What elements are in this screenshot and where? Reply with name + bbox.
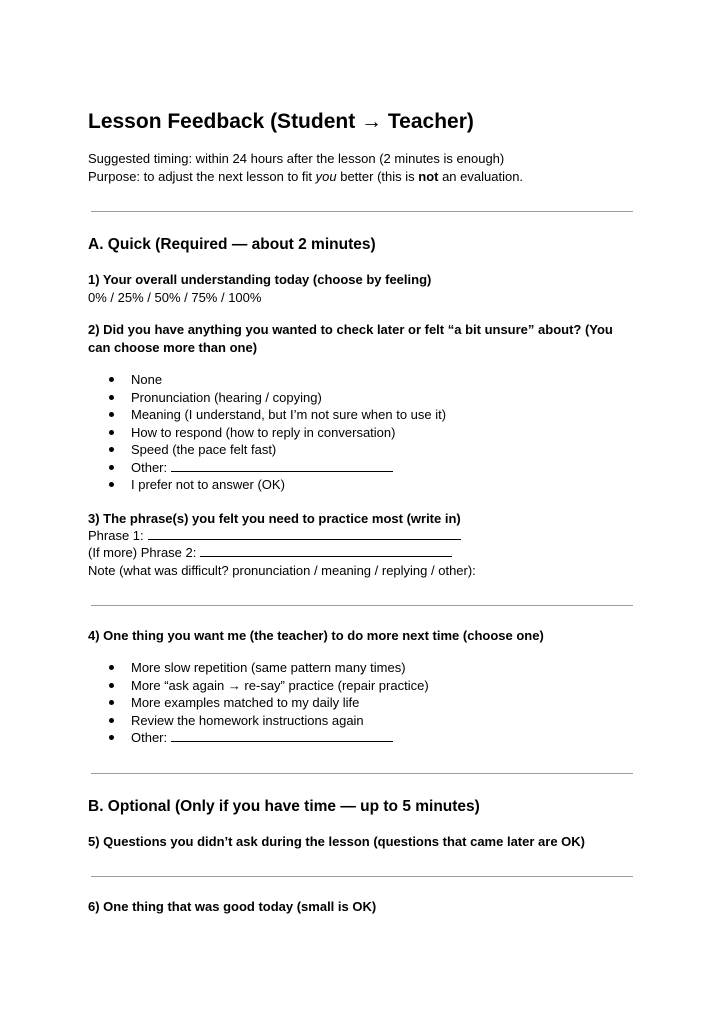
q3-phrase1-label: Phrase 1: xyxy=(88,528,144,543)
q3-phrase1-blank[interactable] xyxy=(148,528,461,540)
q2-other-blank[interactable] xyxy=(171,460,393,472)
q4-option-other[interactable] xyxy=(88,729,429,747)
bullet-icon xyxy=(109,665,114,670)
bullet-icon xyxy=(109,735,114,740)
bullet-icon xyxy=(109,683,114,688)
intro-purpose-emphasis: you xyxy=(315,169,337,184)
q2-option-label: Meaning (I understand, but I’m not sure when to use it) xyxy=(131,407,447,422)
q1-options[interactable]: 0% / 25% / 50% / 75% / 100% xyxy=(88,290,262,305)
q2-option[interactable] xyxy=(88,406,446,424)
divider xyxy=(91,773,633,774)
intro-purpose xyxy=(88,168,523,186)
q4-other-blank[interactable] xyxy=(171,730,393,742)
q4-option-label: More slow repetition (same pattern many times) xyxy=(131,660,406,675)
answer-line[interactable] xyxy=(91,605,633,606)
q3-label: 3) The phrase(s) you felt you need to practice most (write in) xyxy=(88,511,461,526)
q3-phrase2 xyxy=(88,544,452,562)
q1-label: 1) Your overall understanding today (choose by feeling) xyxy=(88,272,432,287)
bullet-icon xyxy=(109,395,114,400)
q3-phrase2-label: (If more) Phrase 2: xyxy=(88,545,197,560)
bullet-icon xyxy=(109,482,114,487)
q2-option[interactable] xyxy=(88,371,446,389)
q2-option-label: Pronunciation (hearing / copying) xyxy=(131,389,322,405)
q2-option-other[interactable] xyxy=(88,459,446,477)
q2-label-line2: can choose more than one) xyxy=(88,340,258,355)
intro-purpose-prefix: Purpose: to adjust the next lesson to fit xyxy=(88,169,316,184)
bullet-icon xyxy=(109,377,114,382)
page-title: Lesson Feedback (Student → Teacher) xyxy=(88,110,474,133)
q2-option[interactable] xyxy=(88,441,446,459)
bullet-icon xyxy=(109,718,114,723)
q5-label: 5) Questions you didn’t ask during the lesson (questions that came later are OK) xyxy=(88,834,585,849)
q2-options-list xyxy=(88,371,446,494)
bullet-icon xyxy=(109,700,114,705)
q2-label-line1: 2) Did you have anything you wanted to check later or felt “a bit unsure” about? (You xyxy=(88,322,613,337)
bullet-icon xyxy=(109,430,114,435)
q4-option[interactable] xyxy=(88,694,429,712)
q3-phrase2-blank[interactable] xyxy=(200,545,452,557)
q2-option-label: I prefer not to answer (OK) xyxy=(131,477,285,492)
intro-purpose-suffix: an evaluation. xyxy=(438,169,524,184)
intro-purpose-strong: not xyxy=(418,169,439,184)
q4-options-list xyxy=(88,659,429,747)
q2-option[interactable] xyxy=(88,389,446,407)
q4-option-label: More examples matched to my daily life xyxy=(131,695,360,710)
q2-option-label: None xyxy=(131,372,163,387)
q4-option[interactable] xyxy=(88,677,429,695)
q2-option-label: Speed (the pace felt fast) xyxy=(131,442,277,457)
intro-purpose-middle: better (this is xyxy=(336,169,419,184)
q4-option-label: Review the homework instructions again xyxy=(131,712,364,728)
bullet-icon xyxy=(109,447,114,452)
q2-option[interactable] xyxy=(88,424,446,442)
q4-label: 4) One thing you want me (the teacher) to do more next time (choose one) xyxy=(88,628,544,643)
q2-option-label: Other: xyxy=(131,459,168,475)
bullet-icon xyxy=(109,412,114,417)
q3-note: Note (what was difficult? pronunciation / meaning / replying / other): xyxy=(88,563,476,578)
intro-timing: Suggested timing: within 24 hours after the lesson (2 minutes is enough) xyxy=(88,151,505,166)
divider xyxy=(91,211,633,212)
section-b-heading: B. Optional (Only if you have time — up to 5 minutes) xyxy=(88,798,480,815)
q3-phrase1 xyxy=(88,527,461,545)
section-a-heading: A. Quick (Required — about 2 minutes) xyxy=(88,236,376,253)
q2-option-label: How to respond (how to reply in conversation) xyxy=(131,424,396,440)
q4-option[interactable] xyxy=(88,712,429,730)
q4-option-label: More “ask again → re-say” practice (repair practice) xyxy=(131,677,429,693)
q6-label: 6) One thing that was good today (small is OK) xyxy=(88,899,377,914)
answer-line[interactable] xyxy=(91,876,633,877)
bullet-icon xyxy=(109,465,114,470)
q4-option[interactable] xyxy=(88,659,429,677)
q2-option[interactable] xyxy=(88,476,446,494)
q4-option-label: Other: xyxy=(131,730,168,745)
